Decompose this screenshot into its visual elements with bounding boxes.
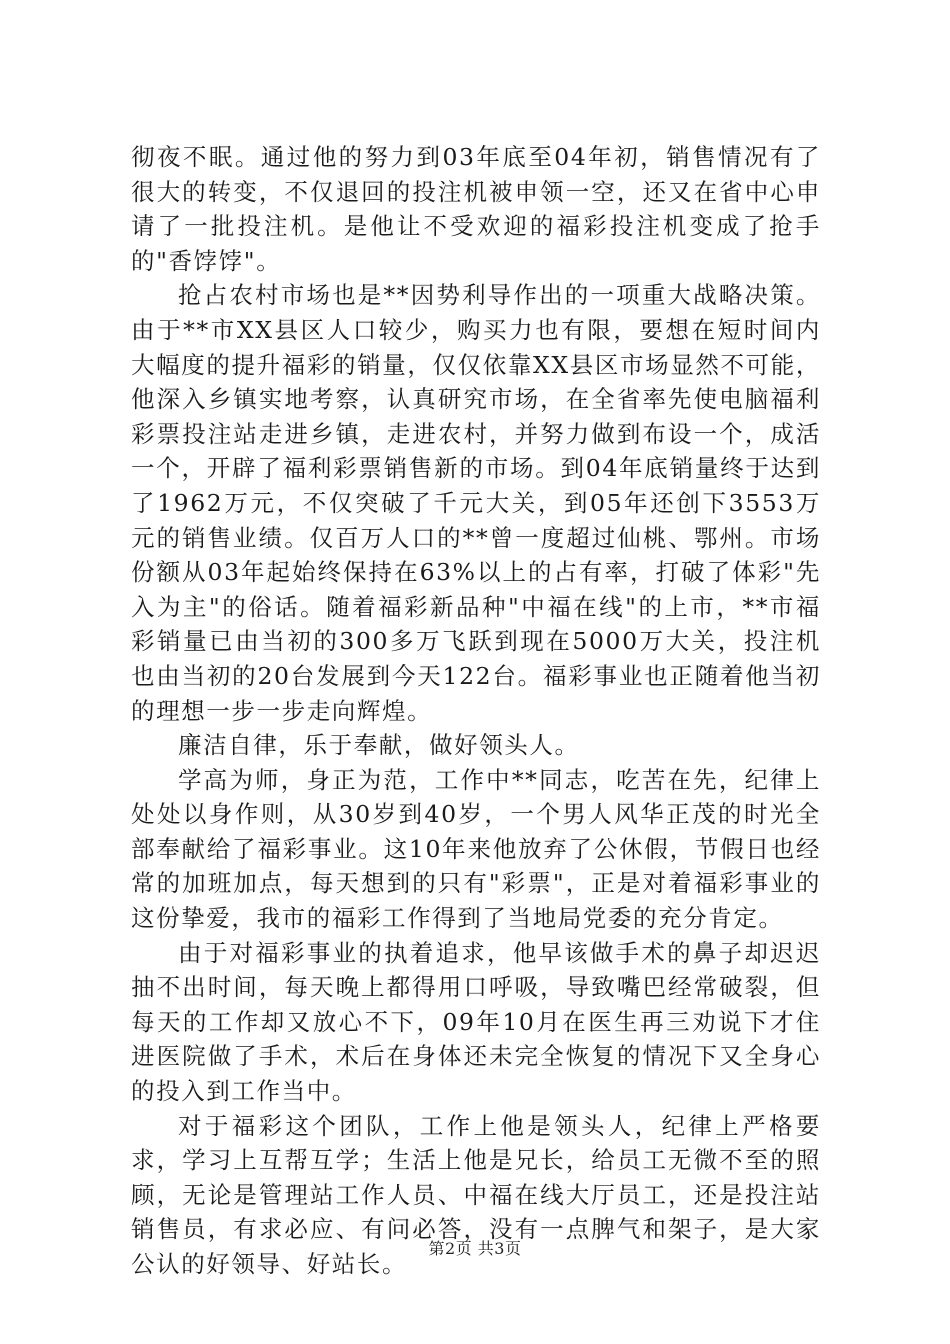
page-footer: 第2页 共3页 xyxy=(428,1239,522,1258)
document-body xyxy=(131,140,821,1282)
paragraph-1: 彻夜不眠。通过他的努力到03年底至04年初，销售情况有了很大的转变，不仅退回的投注机被申领一空，还又在省中心申请了一批投注机。是他让不受欢迎的福彩投注机变成了抢手的"香饽饽"。 xyxy=(131,143,821,275)
paragraph-3-heading: 廉洁自律，乐于奉献，做好领头人。 xyxy=(178,731,580,760)
paragraph-5: 由于对福彩事业的执着追求，他早该做手术的鼻子却迟迟抽不出时间，每天晚上都得用口呼吸，导致嘴巴经常破裂，但每天的工作却又放心不下，09年10月在医生再三劝说下才住进医院做了手术，术后在身体还未完全恢复的情况下又全身心的投入到工作当中。 xyxy=(131,938,821,1106)
paragraph-2: 抢占农村市场也是**因势利导作出的一项重大战略决策。由于**市XX县区人口较少，购买力也有限，要想在短时间内大幅度的提升福彩的销量，仅仅依靠XX县区市场显然不可能，他深入乡镇实地考察，认真研究市场，在全省率先使电脑福利彩票投注站走进乡镇，走进农村，并努力做到布设一个，成活一个，开辟了福利彩票销售新的市场。到04年底销量终于达到了1962万元，不仅突破了千元大关，到05年还创下3553万元的销售业绩。仅百万人口的**曾一度超过仙桃、鄂州。市场份额从03年起始终保持在63%以上的占有率，打破了体彩"先入为主"的俗话。随着福彩新品种"中福在线"的上市，**市福彩销量已由当初的300多万飞跃到现在5000万大关，投注机也由当初的20台发展到今天122台。福彩事业也正随着他当初的理想一步一步走向辉煌。 xyxy=(131,281,821,725)
paragraph-6: 对于福彩这个团队，工作上他是领头人，纪律上严格要求，学习上互帮互学；生活上他是兄长，给员工无微不至的照顾，无论是管理站工作人员、中福在线大厅员工，还是投注站销售员，有求必应、有问必答，没有一点脾气和架子，是大家公认的好领导、好站长。 xyxy=(131,1111,821,1278)
paragraph-4: 学高为师，身正为范，工作中**同志，吃苦在先，纪律上处处以身作则，从30岁到40岁，一个男人风华正茂的时光全部奉献给了福彩事业。这10年来他放弃了公休假，节假日也经常的加班加点，每天想到的只有"彩票"，正是对着福彩事业的这份挚爱，我市的福彩工作得到了当地局党委的充分肯定。 xyxy=(131,765,821,933)
